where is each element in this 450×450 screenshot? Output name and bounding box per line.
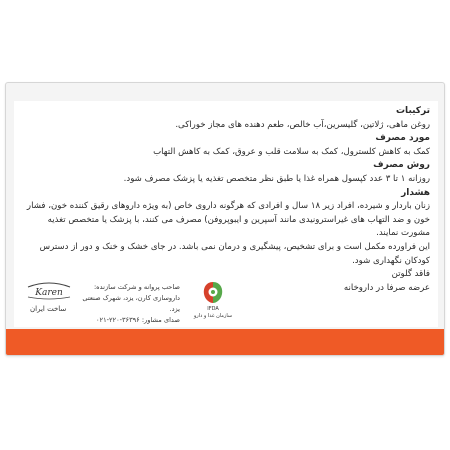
ifda-caption: IFDA سازمان غذا و دارو: [193, 306, 233, 319]
warning-text-1: زنان باردار و شیرده، افراد زیر ۱۸ سال و افرادی که هرگونه داروی خاص (به ویژه داروهای رقیق کننده خون، فشار خون و ضد التهاب های غیراسترونیدی مانند آسپرین و ایبوپروفن) مصرف می کنند، با پزشک یا متخصص تغذیه مشورت نمایند.: [26, 201, 430, 239]
manufacturer-line-1: صاحب پروانه و شرکت سازنده:: [93, 283, 180, 291]
warning-text-2: این فراورده مکمل است و برای تشخیص، پیشگیری و درمان نمی باشد. در جای خشک و خنک و دور از دسترس کودکان نگهداری شود.: [39, 241, 430, 266]
manufacturer-info: [80, 282, 180, 326]
label-panel: [14, 101, 438, 327]
indications-text: کمک به کاهش کلسترول، کمک به سلامت قلب و عروق، کمک به کاهش التهاب: [153, 146, 430, 157]
manufacturer-line-2: داروسازی کارن، یزد، شهرک صنعتی یزد.: [82, 294, 180, 313]
indications-heading: مورد مصرف: [375, 133, 430, 144]
karen-logo-text: Karen: [35, 288, 63, 298]
footer-logos: [24, 279, 254, 329]
pharmacy-only-note: عرضه صرفا در داروخانه: [343, 282, 430, 293]
ifda-logo-icon: [200, 279, 226, 305]
karen-logo: [26, 281, 72, 301]
manufacturer-line-3: صدای مشاور: ۳۶۳۹۶-۲۲۰-۰۲۱: [95, 316, 180, 324]
ingredients-heading: ترکیبات: [396, 106, 430, 116]
orange-footer-band: [6, 329, 444, 355]
label-text-block: [26, 105, 430, 295]
ingredients-text: روغن ماهی، ژلاتین، گلیسرین،آب خالص، طعم دهنده های مجاز خوراکی.: [175, 119, 430, 130]
made-in-label: ساخت ایران: [30, 305, 67, 313]
warning-heading: هشدار: [401, 187, 430, 198]
product-label-card: [5, 82, 445, 356]
usage-heading: روش مصرف: [373, 160, 430, 171]
usage-text: روزانه ۱ تا ۳ عدد کپسول همراه غذا یا طبق نظر متخصص تغذیه یا پزشک مصرف شود.: [123, 173, 430, 184]
gluten-free-note: فاقد گلوتن: [391, 269, 430, 280]
